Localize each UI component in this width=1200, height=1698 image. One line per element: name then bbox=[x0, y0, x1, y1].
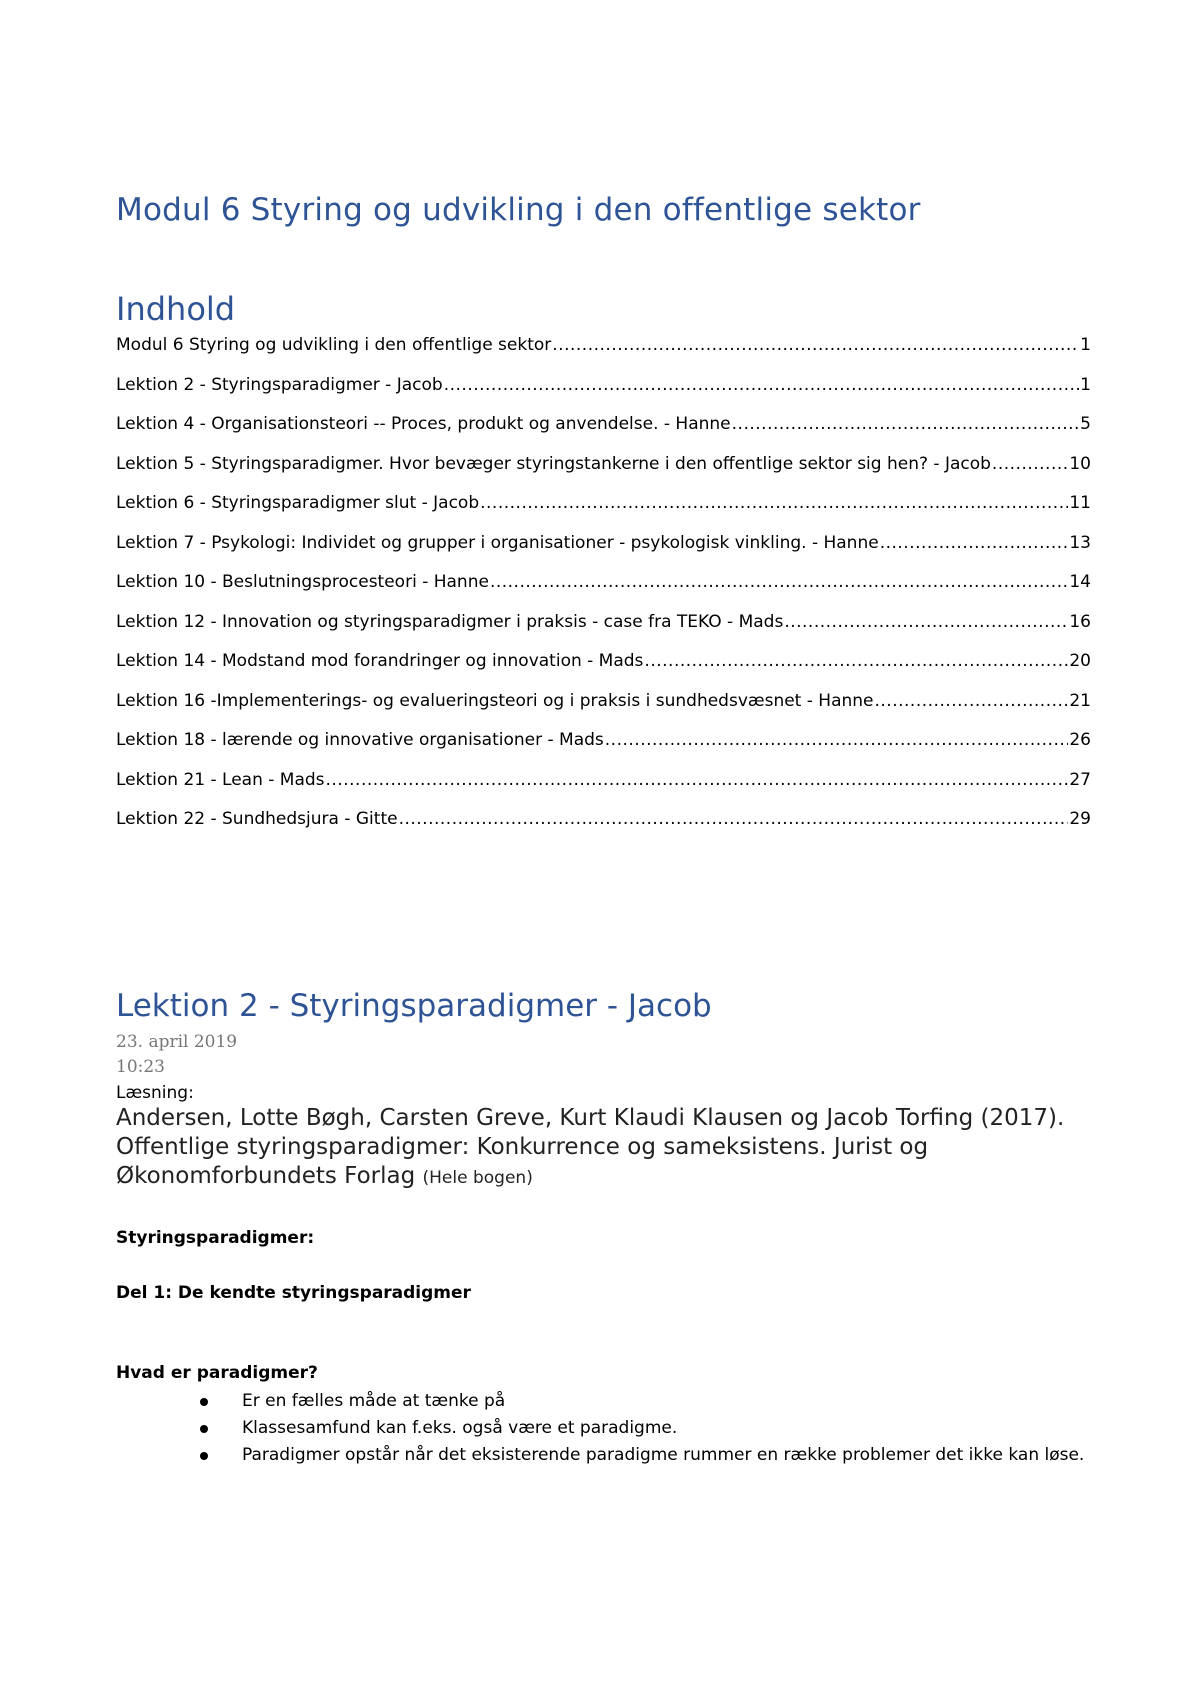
toc-entry-page: 13 bbox=[1069, 532, 1091, 553]
toc-leader bbox=[644, 651, 1068, 671]
reading-reference bbox=[116, 1104, 1101, 1193]
toc-entry-page: 26 bbox=[1069, 730, 1091, 750]
toc-entry-text: Lektion 10 - Beslutningsprocesteori - Hanne bbox=[116, 572, 489, 592]
toc-entry-page: 16 bbox=[1069, 611, 1091, 632]
toc-entry-text: Lektion 18 - lærende og innovative organisationer - Mads bbox=[116, 730, 604, 750]
toc-leader bbox=[605, 730, 1069, 750]
toc-entry[interactable] bbox=[116, 612, 1091, 652]
toc-entry-text: Lektion 5 - Styringsparadigmer. Hvor bevæger styringstankerne i den offentlige sektor sig hen? - Jacob bbox=[116, 453, 991, 474]
table-of-contents bbox=[116, 335, 1091, 849]
toc-leader bbox=[732, 414, 1080, 434]
toc-entry-page: 21 bbox=[1069, 690, 1091, 711]
bullet-text: Er en fælles måde at tænke på bbox=[242, 1391, 506, 1411]
toc-entry-page: 14 bbox=[1069, 572, 1091, 592]
toc-entry[interactable] bbox=[116, 375, 1091, 415]
toc-entry-text: Lektion 16 -Implementerings- og evalueringsteori og i praksis i sundhedsvæsnet - Hanne bbox=[116, 690, 874, 711]
toc-entry-page: 10 bbox=[1069, 453, 1091, 474]
document-title: Modul 6 Styring og udvikling i den offentlige sektor bbox=[116, 192, 921, 228]
toc-entry[interactable] bbox=[116, 572, 1091, 612]
toc-entry-text: Lektion 21 - Lean - Mads bbox=[116, 769, 325, 790]
toc-entry-page: 29 bbox=[1069, 809, 1091, 829]
toc-leader bbox=[880, 533, 1069, 553]
toc-entry[interactable] bbox=[116, 770, 1091, 810]
toc-entry-page: 11 bbox=[1069, 493, 1091, 513]
section-heading: Lektion 2 - Styringsparadigmer - Jacob bbox=[116, 988, 712, 1024]
reading-label: Læsning: bbox=[116, 1083, 194, 1103]
toc-leader bbox=[326, 770, 1069, 790]
subheading-styringsparadigmer: Styringsparadigmer: bbox=[116, 1228, 315, 1248]
toc-entry[interactable] bbox=[116, 809, 1091, 849]
toc-entry-text: Lektion 12 - Innovation og styringsparadigmer i praksis - case fra TEKO - Mads bbox=[116, 611, 784, 632]
bullet-text: Paradigmer opstår når det eksisterende paradigme rummer en række problemer det ikke kan løse. bbox=[242, 1445, 1085, 1465]
toc-entry-text: Modul 6 Styring og udvikling i den offentlige sektor bbox=[116, 335, 552, 355]
toc-leader bbox=[784, 612, 1068, 632]
toc-entry[interactable] bbox=[116, 335, 1091, 375]
toc-leader bbox=[480, 493, 1068, 513]
toc-entry[interactable] bbox=[116, 414, 1091, 454]
bullet-item bbox=[200, 1415, 1100, 1442]
toc-entry-page: 27 bbox=[1069, 769, 1091, 790]
reference-text: Andersen, Lotte Bøgh, Carsten Greve, Kurt Klaudi Klausen og Jacob Torfing (2017). Offentlige styringsparadigmer: Konkurrence og sameksistens. Jurist og Økonomforbundets Forlag bbox=[116, 1105, 1065, 1189]
section-time: 10:23 bbox=[116, 1057, 165, 1077]
toc-entry[interactable] bbox=[116, 493, 1091, 533]
toc-entry[interactable] bbox=[116, 730, 1091, 770]
toc-entry-page: 1 bbox=[1080, 374, 1091, 395]
toc-entry-text: Lektion 22 - Sundhedsjura - Gitte bbox=[116, 809, 398, 829]
bullet-list bbox=[200, 1388, 1100, 1469]
toc-entry-text: Lektion 7 - Psykologi: Individet og grupper i organisationer - psykologisk vinkling. - Hanne bbox=[116, 532, 879, 553]
subheading-del-1: Del 1: De kendte styringsparadigmer bbox=[116, 1283, 471, 1303]
bullet-item bbox=[200, 1388, 1100, 1415]
toc-entry-page: 20 bbox=[1069, 651, 1091, 671]
toc-entry[interactable] bbox=[116, 533, 1091, 573]
section-date: 23. april 2019 bbox=[116, 1032, 238, 1052]
bullet-text: Klassesamfund kan f.eks. også være et paradigme. bbox=[242, 1418, 678, 1438]
toc-entry-page: 5 bbox=[1080, 414, 1091, 434]
toc-leader bbox=[552, 335, 1079, 355]
bullet-icon bbox=[200, 1398, 208, 1406]
question-heading: Hvad er paradigmer? bbox=[116, 1363, 318, 1383]
toc-entry-text: Lektion 6 - Styringsparadigmer slut - Jacob bbox=[116, 493, 480, 513]
toc-entry[interactable] bbox=[116, 454, 1091, 494]
toc-entry-text: Lektion 4 - Organisationsteori -- Proces, produkt og anvendelse. - Hanne bbox=[116, 414, 731, 434]
bullet-icon bbox=[200, 1452, 208, 1460]
bullet-icon bbox=[200, 1425, 208, 1433]
toc-leader bbox=[875, 691, 1069, 711]
bullet-item bbox=[200, 1442, 1100, 1469]
toc-heading: Indhold bbox=[116, 290, 236, 328]
toc-leader bbox=[444, 375, 1079, 395]
toc-leader bbox=[992, 454, 1068, 474]
toc-entry-text: Lektion 14 - Modstand mod forandringer og innovation - Mads bbox=[116, 651, 644, 671]
reference-note: (Hele bogen) bbox=[422, 1168, 533, 1188]
toc-entry-page: 1 bbox=[1080, 335, 1091, 355]
toc-leader bbox=[399, 809, 1069, 829]
toc-entry-text: Lektion 2 - Styringsparadigmer - Jacob bbox=[116, 374, 443, 395]
toc-entry[interactable] bbox=[116, 691, 1091, 731]
toc-leader bbox=[490, 572, 1068, 592]
toc-entry[interactable] bbox=[116, 651, 1091, 691]
